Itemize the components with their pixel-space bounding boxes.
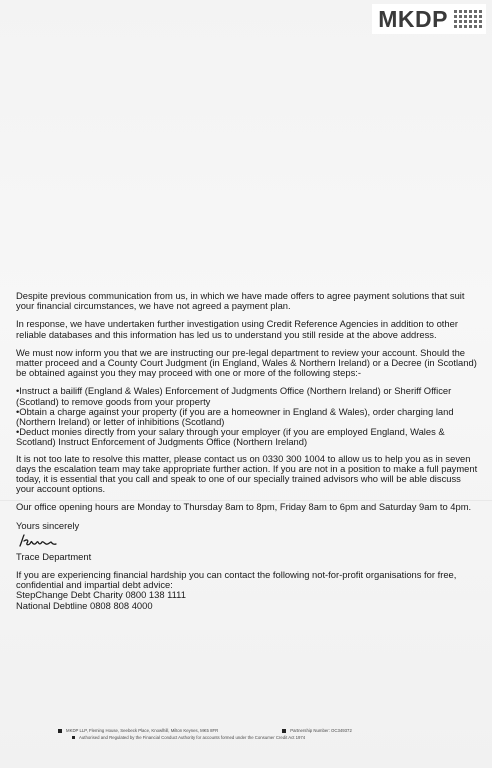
company-logo: [372, 4, 486, 34]
footer-row-address: [58, 727, 438, 734]
paragraph-previous-communication: Despite previous communication from us, in which we have made offers to agree payment solutions that suit your financial circumstances, we have not agreed a payment plan.: [16, 290, 465, 312]
regulation-statement: Authorised and Regulated by the Financial Conduct Authority for accounts formed under the Consumer Credit Act 1974: [79, 735, 306, 740]
bullet-square-icon: [72, 736, 75, 739]
partnership-number: Partnership Number: OC349372: [290, 728, 352, 733]
logo-text: MKDP: [378, 5, 448, 32]
handwritten-signature: [18, 533, 64, 549]
footer-row-regulation: [58, 734, 438, 741]
department-name: Trace Department: [16, 550, 92, 562]
letter-footer: [58, 727, 438, 741]
charity-national-debtline: National Debtline 0808 808 4000: [16, 599, 153, 611]
paragraph-legal-notice: We must now inform you that we are instructing our pre-legal department to review your account. Should the matter proceed and a County Court Judgment (in England, Wales & Northern Ireland) or a Decree (in Scotland) be obtained against you they may proceed with one or more of the following steps:-: [16, 346, 477, 379]
paragraph-investigation: In response, we have undertaken further investigation using Credit Reference Agencies in addition to other reliable databases and this information has led us to understand you still reside at the above address.: [16, 318, 458, 340]
enforcement-steps-list: [16, 386, 478, 447]
company-address: MKDP LLP, Fleming House, Seebeck Place, Knowlhill, Milton Keynes, MK5 8FR: [66, 728, 219, 733]
bullet-square-icon: [58, 729, 62, 733]
paragraph-hardship: If you are experiencing financial hardship you can contact the following not-for-profit organisations for free, confidential and impartial debt advice:: [16, 569, 457, 591]
closing-salutation: Yours sincerely: [16, 519, 80, 531]
list-item: •Deduct monies directly from your salary through your employer (if you are employed England, Wales & Scotland) Instruct Enforcement of Judgments Office (Northern Ireland): [16, 426, 445, 448]
logo-dots-icon: [454, 10, 482, 28]
charity-stepchange: StepChange Debt Charity 0800 138 1111: [16, 589, 186, 601]
bullet-square-icon: [282, 729, 286, 733]
paragraph-contact: It is not too late to resolve this matter, please contact us on 0330 300 1004 to allow us to help you as in seven days the escalation team may take appropriate further action. If you are not in a position to make a full payment today, it is essential that you call and speak to one of our specially trained advisors who will be able discuss your account options.: [16, 452, 478, 495]
list-item: •Obtain a charge against your property (if you are a homeowner in England & Wales), order charging land (Northern Ireland) or letter of inhibitions (Scotland): [16, 405, 454, 428]
paragraph-opening-hours: Our office opening hours are Monday to Thursday 8am to 8pm, Friday 8am to 6pm and Saturday 9am to 4pm.: [16, 501, 472, 513]
list-item: •Instruct a bailiff (England & Wales) Enforcement of Judgments Office (Northern Ireland) or Sheriff Officer (Scotland) to remove goods from your property: [16, 385, 452, 407]
letter-body: [16, 291, 478, 611]
